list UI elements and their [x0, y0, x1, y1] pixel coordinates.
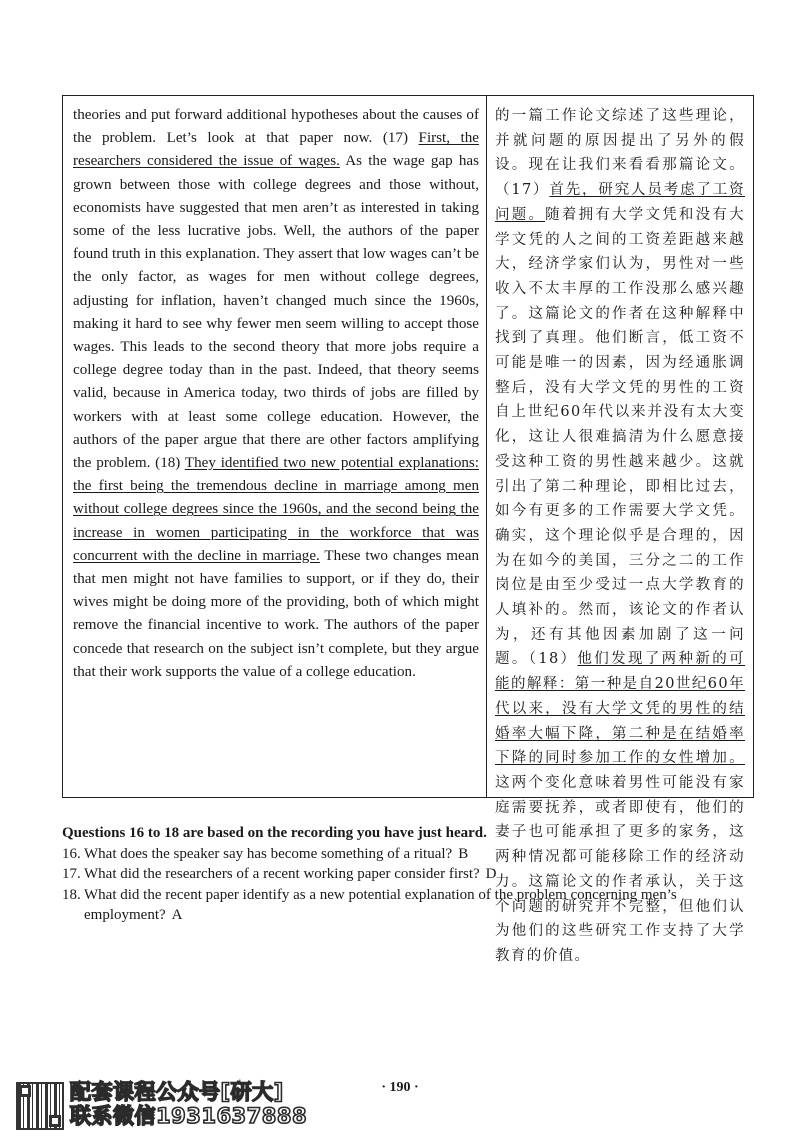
question-number: 18.: [62, 886, 81, 903]
english-segment: As the wage gap has grown between those with college degrees and those without, economists have suggested that men aren’t as interested in taking some of the less lucrative jobs. Well, the authors of the paper found truth in this explanation. They assert that low wages can’t be the only factor, as wages for men without college degrees, adjusting for inflation, haven’t changed much since the 1960s, making it hard to see why fewer men seem willing to accept those wages. This leads to the second theory that more jobs require a college degree today than in the past. Indeed, that theory seems valid, because in America today, two thirds of jobs are filled by workers with at least some college education. However, the authors of the paper argue that there are other factors amplifying the problem. (18): [73, 153, 479, 472]
question-text: What did the recent paper identify as a new potential explanation of the problem concerning men’s employment?: [84, 886, 677, 923]
english-answer-18: They identified two new potential explanations: the first being the tremendous decline in marriage among men without college degrees since the 1960s, and the second being the increase in women participating in the workforce that was concurrent with the decline in marriage.: [73, 455, 479, 564]
question-answer: B: [458, 845, 469, 862]
question-answer: A: [171, 907, 183, 923]
questions-header: Questions 16 to 18 are based on the recording you have just heard.: [62, 825, 487, 841]
questions-section: [62, 823, 762, 926]
watermark-line-1: 配套课程公众号[研大]: [70, 1080, 284, 1104]
question-text: What does the speaker say has become something of a ritual?: [84, 845, 453, 862]
english-segment: These two changes mean that men might not have families to support, or if they do, their wives might be doing more of the providing, both of which might remove the financial incentive to work. The authors of the paper concede that research on the subject isn’t complete, but they argue that their work supports the value of a college education.: [73, 547, 479, 680]
english-transcript: [63, 96, 487, 797]
chinese-segment: 这两个变化意味着男性可能没有家庭需要抚养，或者即使有，他们的妻子也可能承担了更多的家务，这两种情况都可能移除工作的经济动力。这篇论文的作者承认，关于这个问题的研究并不完整，但他们认为他们的这些研究工作支持了大学教育的价值。: [495, 774, 745, 964]
question-number: 17.: [62, 866, 81, 882]
question-answer: D: [485, 866, 497, 882]
chinese-segment: 的一篇工作论文综述了这些理论，并就问题的原因提出了另外的假设。现在让我们来看看那篇论文。（17）: [495, 108, 745, 199]
question-item: [62, 864, 762, 885]
english-answer-17: First, the researchers considered the issue of wages.: [73, 130, 480, 170]
question-item: [62, 885, 762, 926]
chinese-segment: 随着拥有大学文凭和没有大学文凭的人之间的工资差距越来越大，经济学家们认为，男性对一些收入不太丰厚的工作没那么感兴趣了。这篇论文的作者在这种解释中找到了真理。他们断言，低工资不可能是唯一的因素，因为经通胀调整后，没有大学文凭的男性的工资自上世纪60年代以来并没有太大变化，这让人很难搞清为什么愿意接受这种工资的男性越来越少。这就引出了第二种理论，即相比过去，如今有更多的工作需要大学文凭。确实，这个理论似乎是合理的，因为在如今的美国，三分之二的工作岗位是由至少受过一点大学教育的人填补的。然而，该论文的作者认为，还有其他因素加剧了这一问题。（18）: [495, 206, 745, 668]
question-item: [62, 844, 762, 865]
chinese-answer-17: 首先，研究人员考虑了工资问题。: [495, 182, 745, 223]
question-text: What did the researchers of a recent working paper consider first?: [84, 866, 480, 882]
page-number: · 190 ·: [381, 1080, 419, 1095]
english-segment: theories and put forward additional hypotheses about the causes of the problem. Let’s look at that paper now. (17): [73, 107, 479, 147]
chinese-answer-18: 他们发现了两种新的可能的解释：第一种是自20世纪60年代以来，没有大学文凭的男性的结婚率大幅下降，第二种是在结婚率下降的同时参加工作的女性增加。: [495, 651, 745, 767]
question-number: 16.: [62, 845, 81, 862]
chinese-translation: [487, 96, 753, 964]
watermark-line-2: 联系微信1931637888: [70, 1104, 308, 1128]
